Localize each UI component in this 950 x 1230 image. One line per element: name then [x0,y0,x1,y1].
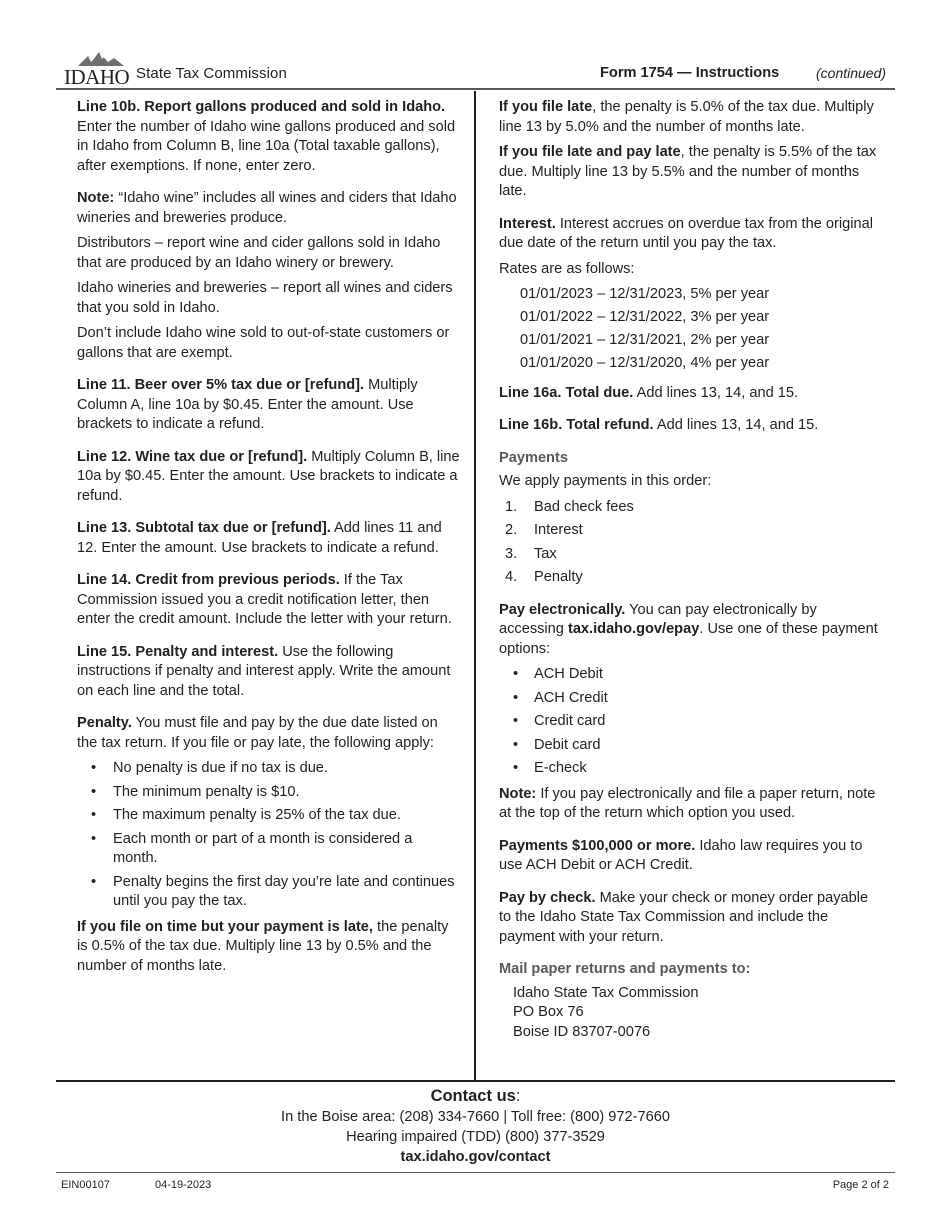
contact-link[interactable]: tax.idaho.gov/contact [400,1149,551,1165]
rate-row: 01/01/2021 – 12/31/2021, 2% per year [520,332,770,348]
address-line: Idaho State Tax Commission [513,984,699,1001]
contact-heading: Contact us: [430,1087,521,1105]
pay-electronically: Pay electronically. You can pay electronically by accessing tax.idaho.gov/epay. Use one of these payment options: [499,601,878,657]
right-column [499,98,884,1042]
penalty-text: Penalty. You must file and pay by the due date listed on the tax return. If you file or pay late, the following apply: [77,715,438,751]
ontime-late-payment: If you file on time but your payment is late, the penalty is 0.5% of the tax due. Multiply line 13 by 0.5% and the number of months late. [77,918,449,974]
contact-phones: In the Boise area: (208) 334-7660 | Toll free: (800) 972-7660 [281,1109,670,1125]
electronic-note: Note: If you pay electronically and file a paper return, note at the top of the return which option you used. [499,785,876,821]
list-item: 1. Bad check fees [505,498,634,515]
list-item: • Debit card [499,736,884,756]
penalty-list [77,759,460,912]
left-column [77,98,460,989]
list-item: • Penalty begins the first day you’re late and continues until you pay the tax. [77,873,460,912]
list-item: 3. Tax [505,545,557,562]
line-13: Line 13. Subtotal tax due or [refund]. Add lines 11 and 12. Enter the amount. Use brackets to indicate a refund. [77,520,442,556]
contact-block [56,1086,895,1167]
address-line: PO Box 76 [513,1004,584,1020]
line-14: Line 14. Credit from previous periods. If the Tax Commission issued you a credit notification letter, then enter the credit amount. Include the letter with your return. [77,572,452,627]
list-item: • No penalty is due if no tax is due. [77,759,460,779]
footer-rule [56,1080,895,1082]
distributors-text: Distributors – report wine and cider gallons sold in Idaho that are produced by an Idaho winery or brewery. [77,235,441,271]
large-payments: Payments $100,000 or more. Idaho law requires you to use ACH Debit or ACH Credit. [499,837,863,873]
bottom-rule [56,1172,895,1173]
revision-date: 04-19-2023 [155,1179,212,1191]
file-late-text: If you file late, the penalty is 5.0% of the tax due. Multiply line 13 by 5.0% and the number of months late. [499,99,874,135]
interest-rates [520,285,884,374]
wineries-text: Idaho wineries and breweries – report all wines and ciders that you sold in Idaho. [77,280,453,316]
form-title: Form 1754 — Instructions [600,65,780,81]
file-pay-late-text: If you file late and pay late, the penalty is 5.5% of the tax due. Multiply line 13 by 5.5% and the number of months late. [499,144,877,199]
payments-heading: Payments [499,449,568,466]
list-item: • The maximum penalty is 25% of the tax due. [77,806,460,826]
page-number: Page 2 of 2 [832,1179,889,1191]
idaho-wine-note: Note: “Idaho wine” includes all wines and ciders that Idaho wineries and breweries produce. [77,190,457,226]
epay-link[interactable]: tax.idaho.gov/epay [567,621,700,637]
address-line: Boise ID 83707-0076 [513,1023,651,1040]
payment-order-list [499,498,884,588]
line-16b: Line 16b. Total refund. Add lines 13, 14, and 15. [499,417,819,433]
contact-tdd: Hearing impaired (TDD) (800) 377-3529 [346,1129,605,1145]
line-11: Line 11. Beer over 5% tax due or [refund]. Multiply Column A, line 10a by $0.45. Enter the amount. Use brackets to indicate a refund. [77,377,418,432]
dont-include-text: Don’t include Idaho wine sold to out-of-state customers or gallons that are exempt. [77,325,450,361]
list-item: 2. Interest [505,522,583,538]
column-divider [474,91,476,1080]
agency-name: State Tax Commission [136,65,287,82]
line-15: Line 15. Penalty and interest. Use the following instructions if penalty and interest apply. Write the amount on each line and the total. [77,643,451,699]
payments-intro: We apply payments in this order: [499,473,712,489]
list-item: • ACH Debit [499,665,884,685]
rates-intro: Rates are as follows: [499,260,635,277]
form-code: EIN00107 [61,1179,110,1191]
list-item: • The minimum penalty is $10. [77,783,460,803]
idaho-logo [62,48,140,88]
line-12: Line 12. Wine tax due or [refund]. Multiply Column B, line 10a by $0.45. Enter the amount. Use brackets to indicate a refund. [77,448,460,504]
line-10b: Line 10b. Report gallons produced and sold in Idaho. Enter the number of Idaho wine gallons produced and sold in Idaho from Column B, line 10a (Total taxable gallons), after exemptions. If none, enter zero. [77,99,456,174]
page-header [56,46,895,90]
list-item: • E-check [499,759,884,779]
line-16a: Line 16a. Total due. Add lines 13, 14, and 15. [499,384,799,401]
list-item: • ACH Credit [499,689,884,709]
interest-text: Interest. Interest accrues on overdue tax from the original due date of the return until you pay the tax. [499,215,873,251]
rate-row: 01/01/2022 – 12/31/2022, 3% per year [520,309,770,325]
payment-options-list [499,665,884,779]
pay-by-check: Pay by check. Make your check or money order payable to the Idaho State Tax Commission and include the payment with your return. [499,889,869,945]
list-item: • Each month or part of a month is considered a month. [77,830,460,869]
rate-row: 01/01/2020 – 12/31/2020, 4% per year [520,355,770,371]
continued-label: (continued) [816,65,887,81]
mailing-address [513,984,884,1043]
rate-row: 01/01/2023 – 12/31/2023, 5% per year [520,286,770,302]
list-item: 4. Penalty [505,569,583,585]
logo-wordmark: IDAHO [64,65,130,88]
list-item: • Credit card [499,712,884,732]
mail-heading: Mail paper returns and payments to: [499,961,751,977]
